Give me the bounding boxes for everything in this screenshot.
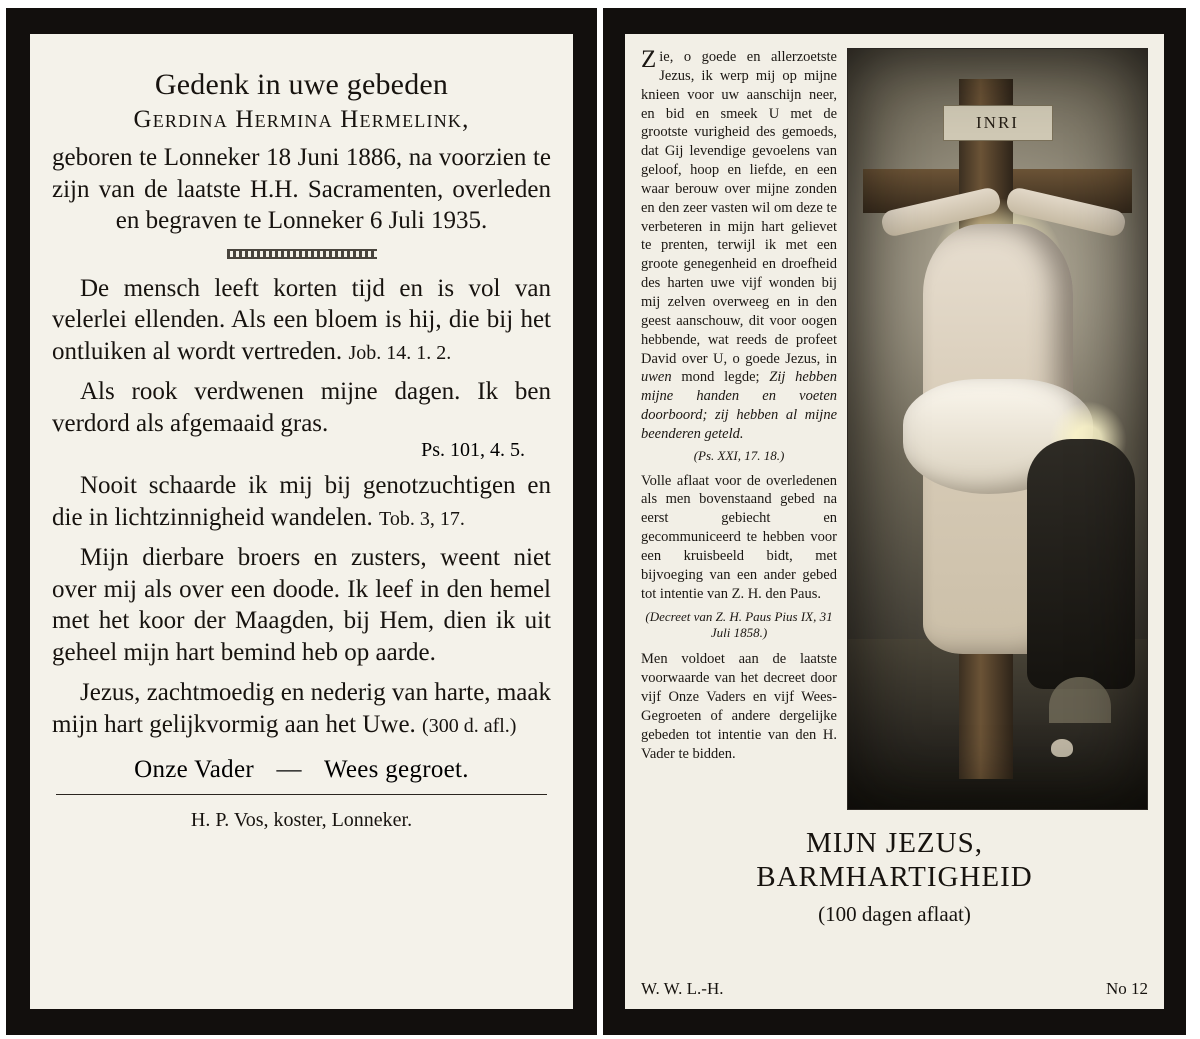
- prayer-dropcap: Z: [641, 46, 657, 73]
- title-block: [641, 826, 1148, 927]
- right-card-inner: [625, 34, 1164, 1009]
- prayer-paragraph: [641, 48, 837, 444]
- prayer-wees-gegroet: Wees gegroet.: [323, 756, 469, 784]
- prayer-italic-one: uwen: [641, 369, 672, 386]
- verse-source-1: Job. 14. 1. 2.: [348, 342, 452, 364]
- verse-paragraph-3: [52, 470, 551, 534]
- skull-icon: [1051, 739, 1073, 757]
- prayer-column: [641, 48, 837, 810]
- closing-prayer-line: [52, 756, 551, 784]
- title-line-2: BARMHARTIGHEID: [756, 861, 1033, 894]
- prayer-italic-two: Zij hebben mijne handen en voeten doorboord; zij hebben al mijne beenderen geteld.: [641, 369, 837, 442]
- catalog-number: No 12: [1105, 979, 1148, 998]
- verse-paragraph-5: [52, 677, 551, 741]
- verse-text-3: Nooit schaarde ik mij bij genotzuchtigen en die in lichtzinnigheid wandelen.: [52, 472, 551, 531]
- ornamental-divider: [227, 249, 377, 259]
- title-line-1: MIJN JEZUS,: [806, 827, 983, 859]
- verse-source-3: Tob. 3, 17.: [379, 508, 465, 530]
- verse-text-1: De mensch leeft korten tijd en is vol van velerlei ellenden. Als een bloem is hij, die bij het ontluiken al wordt vertreden.: [52, 274, 551, 365]
- prayer-onze-vader: Onze Vader: [134, 756, 254, 784]
- inri-plaque: INRI: [943, 105, 1053, 141]
- right-card: [603, 8, 1186, 1035]
- memorial-lead: Gedenk in uwe gebeden: [154, 68, 449, 101]
- verse-text-2: Als rook verdwenen mijne dagen. Ik ben verdord als afgemaaid gras.: [52, 377, 551, 437]
- deceased-name: Gerdina Hermina Hermelink,: [133, 106, 470, 133]
- printer-credit: H. P. Vos, koster, Lonneker.: [190, 809, 413, 832]
- verse-paragraph-4: [52, 542, 551, 669]
- prayer-body-text: ie, o goede en allerzoetste Jezus, ik werp mij op mijne knieen voor uw aanschijn neer, en bid en smeek U met de grootste vurigheid des gemoeds, dat Gij levendige gevoelens van geloof, hoop en liefde, en een waar berouw over mijne zonden en den zeer vasten wil om deze te verbeteren in mijn hart gelievet te prenten, terwijl ik met een groote genegenheid en droefheid des harten uwe vijf wonden bij mij zelven overweeg en in den geest aanschouw, dit voor oogen hebbende, wat reeds de profeet David over U, o goede Jezus, in: [641, 49, 837, 367]
- verse-paragraph-1: [52, 273, 551, 368]
- footer-divider: [56, 794, 547, 795]
- decree-citation: (Decreet van Z. H. Paus Pius IX, 31 Juli 1858.): [645, 608, 833, 641]
- verse-paragraph-2: [52, 376, 551, 440]
- right-card-footer: [641, 979, 1148, 999]
- verse-text-4: Mijn dierbare broers en zusters, weent niet over mij als over een doode. Ik leef in den hemel met het koor der Maagden, bij Hem, dien ik uit geheel mijn hart bemind heb op aarde.: [52, 543, 551, 666]
- verse-text-5: Jezus, zachtmoedig en nederig van harte, maak mijn hart gelijkvormig aan het Uwe.: [52, 678, 551, 738]
- verse-source-2: Ps. 101, 4. 5.: [421, 439, 525, 462]
- birth-death-info: geboren te Lonneker 18 Juni 1886, na voorzien te zijn van de laatste H.H. Sacramenten, overleden en begraven te Lonneker 6 Juli 1935.: [52, 144, 551, 234]
- prayer-dash: —: [276, 756, 302, 784]
- indulgence-paragraph-2: Men voldoet aan de laatste voorwaarde van het decreet door vijf Onze Vaders en vijf Wees-Gegroeten of andere dergelijke gebeden tot intentie van den H. Vader te bidden.: [641, 651, 837, 762]
- mary-figure: [1027, 439, 1135, 689]
- right-top-section: [641, 48, 1148, 810]
- left-card: [6, 8, 597, 1035]
- verse-source-5: (300 d. afl.): [422, 714, 517, 737]
- left-card-inner: [30, 34, 573, 1009]
- psalm-citation: (Ps. XXI, 17. 18.): [693, 447, 785, 463]
- crucifixion-illustration: [847, 48, 1148, 810]
- prayer-body-text-2: mond legde;: [671, 369, 770, 386]
- aflaat-note: (100 dagen aflaat): [818, 902, 971, 927]
- publisher-mark: W. W. L.-H.: [641, 979, 724, 998]
- indulgence-paragraph-1: Volle aflaat voor de overledenen als men bovenstaand gebed na eerst gebiecht en gecommuniceerd te hebben voor een kruisbeeld bidt, met bijvoeging van een ander gebed tot intentie van Z. H. den Paus.: [641, 472, 837, 602]
